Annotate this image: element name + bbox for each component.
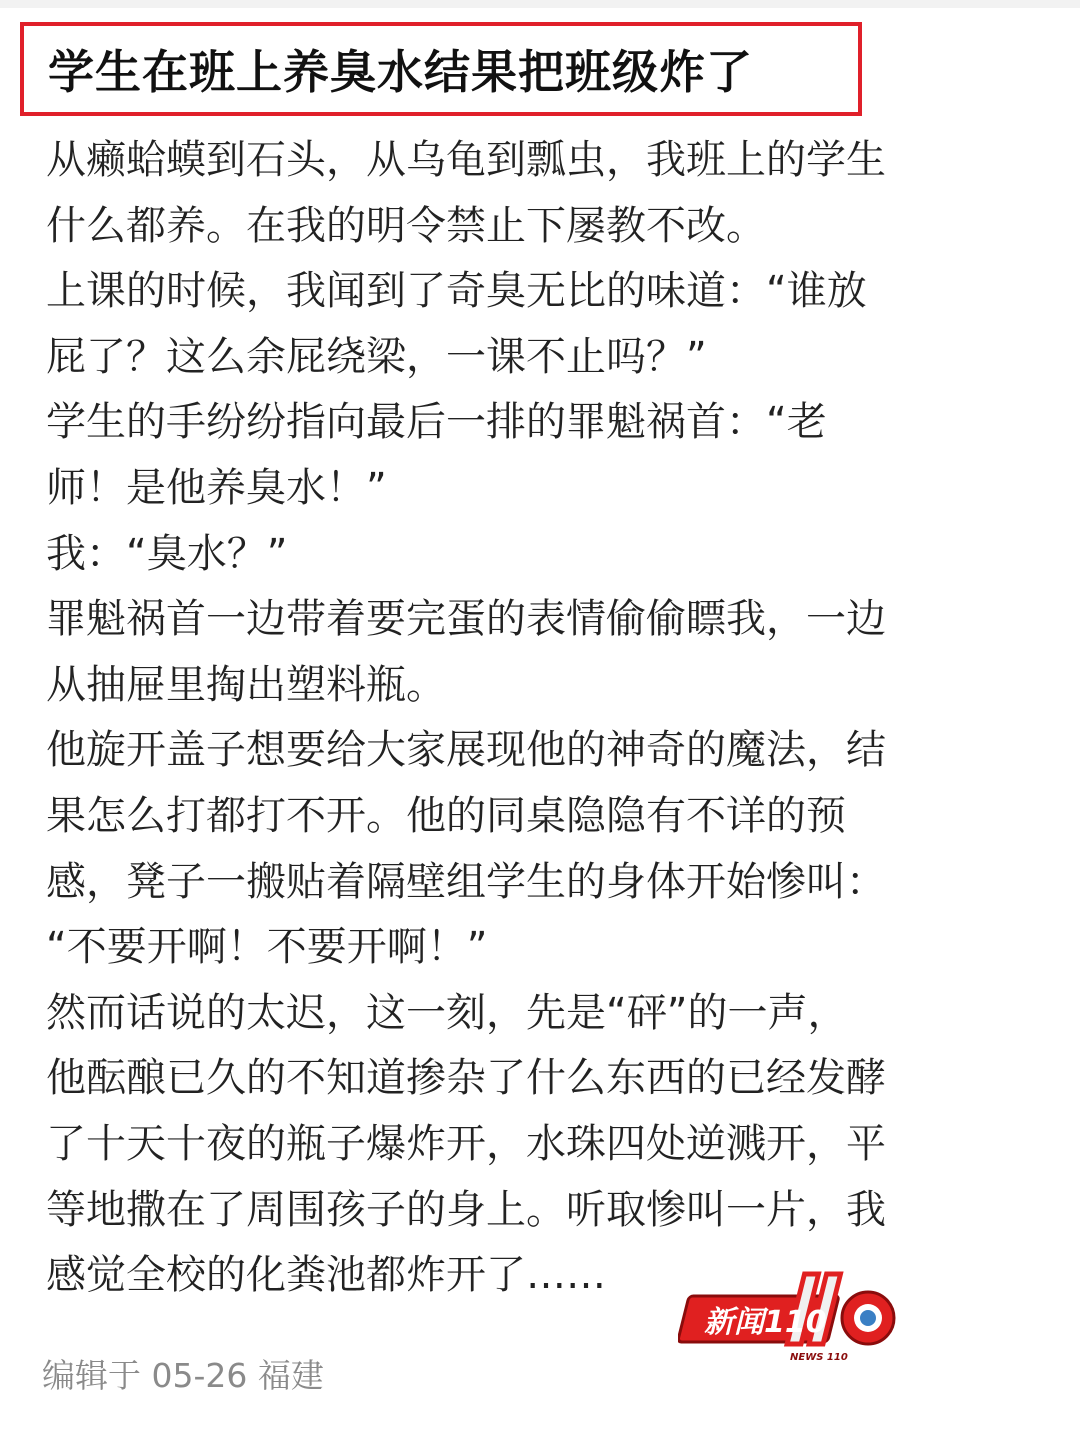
body-line: 屁了？这么余屁绕梁，一课不止吗？” (46, 333, 707, 380)
body-line: 从癞蛤蟆到石头，从乌龟到瓢虫，我班上的学生 (46, 137, 886, 183)
top-divider (0, 0, 1080, 8)
body-line: 了十天十夜的瓶子爆炸开，水珠四处逆溅开，平 (46, 1120, 886, 1167)
post-body (46, 128, 1046, 1309)
logo-text: 新闻110 (704, 1305, 827, 1340)
edit-info: 编辑于 05-26 福建 (42, 1356, 324, 1395)
logo-subtext: NEWS 110 (790, 1352, 848, 1363)
body-line: 感，凳子一搬贴着隔壁组学生的身体开始惨叫： (46, 858, 886, 905)
body-line: 从抽屉里掏出塑料瓶。 (46, 661, 446, 708)
body-line: 上课的时候，我闻到了奇臭无比的味道：“谁放 (46, 268, 867, 315)
body-line: 罪魁祸首一边带着要完蛋的表情偷偷瞟我，一边 (46, 596, 886, 643)
body-line: 等地撒在了周围孩子的身上。听取惨叫一片，我 (46, 1186, 886, 1233)
body-line: 感觉全校的化粪池都炸开了…… (46, 1252, 606, 1299)
title-highlight-box (20, 22, 862, 116)
body-line: 师！是他养臭水！” (46, 464, 387, 511)
body-line: 他酝酿已久的不知道掺杂了什么东西的已经发酵 (46, 1055, 886, 1102)
body-line: 什么都养。在我的明令禁止下屡教不改。 (46, 202, 766, 249)
body-line: 学生的手纷纷指向最后一排的罪魁祸首：“老 (46, 399, 827, 446)
body-line: 然而话说的太迟，这一刻，先是“砰”的一声， (46, 989, 848, 1036)
news110-logo-icon (678, 1268, 908, 1368)
post-title: 学生在班上养臭水结果把班级炸了 (48, 45, 753, 99)
body-line: “不要开啊！不要开啊！” (46, 924, 488, 971)
body-line: 他旋开盖子想要给大家展现他的神奇的魔法，结 (46, 727, 886, 774)
body-line: 我：“臭水？” (46, 530, 288, 577)
body-line: 果怎么打都打不开。他的同桌隐隐有不详的预 (46, 792, 846, 839)
